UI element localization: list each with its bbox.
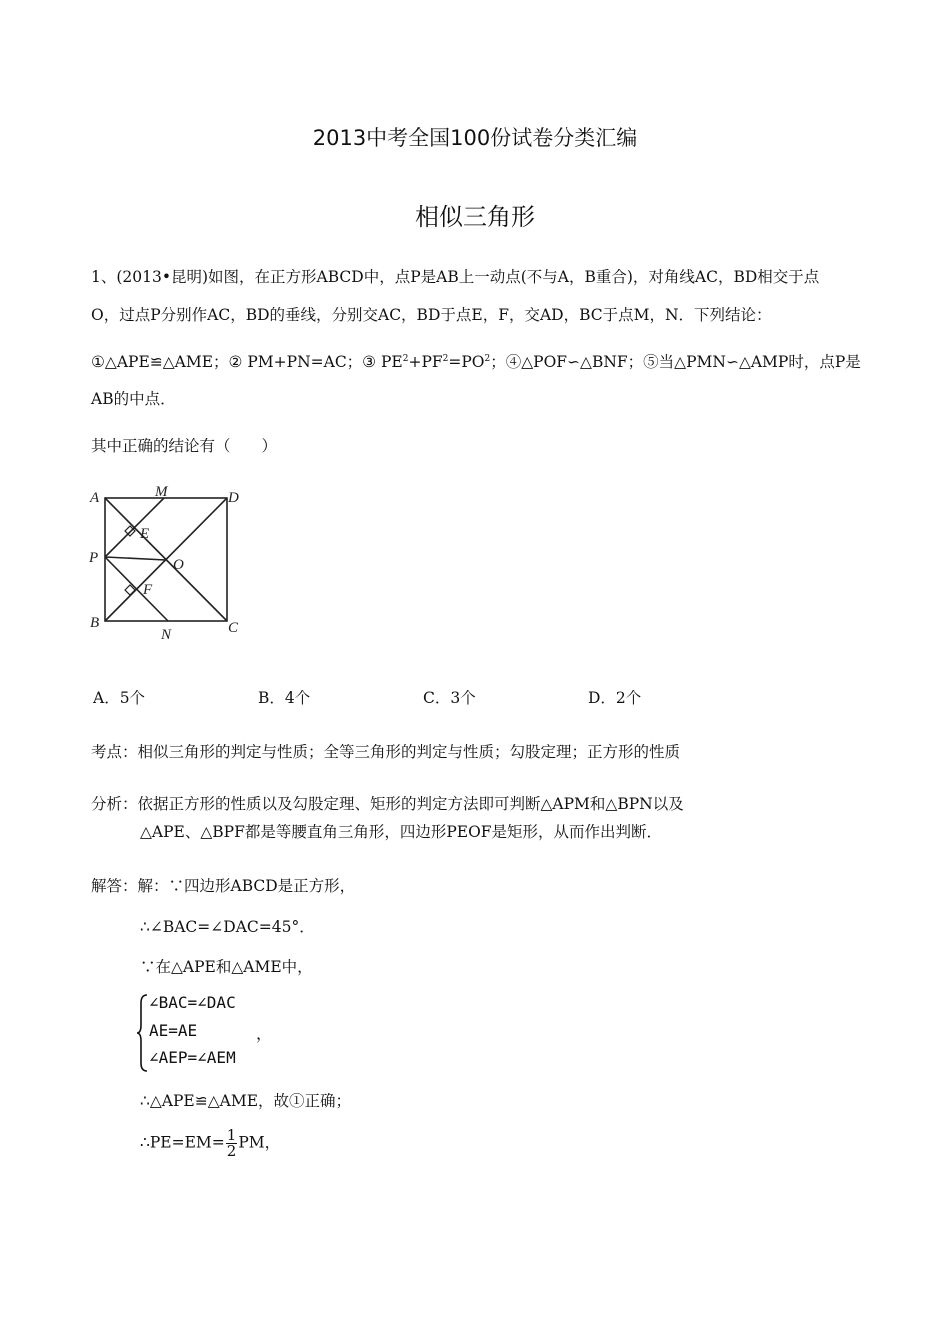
label-c: C [228,620,239,636]
problem-line-4: AB的中点． [91,390,176,408]
geometry-figure [85,480,255,645]
fraction-one-half: $\frac{1}{2}$ [226,1126,237,1160]
condition-3: ∠AEP=∠AEM [149,1048,236,1067]
problem-statements: ①△APE≌△AME；② PM+PN=AC；③ $PE^2+PF^2=PO^2$；④△POF∽△BNF；⑤当△PMN∽△AMP时，点P是 [91,353,861,371]
fenxi-line-2: △APE、△BPF都是等腰直角三角形，四边形PEOF是矩形，从而作出判断． [140,823,663,841]
document-header: 2013中考全国100份试卷分类汇编 [312,126,638,150]
solution-step-4: ∴PE=EM= $\frac{1}{2}$ PM， [140,1126,281,1160]
condition-1: ∠BAC=∠DAC [149,993,236,1012]
problem-question: 其中正确的结论有（ ） [91,437,278,455]
option-d: D．2个 [588,689,642,707]
label-p: P [89,550,99,566]
fenxi-line-1: 分析：依据正方形的性质以及勾股定理、矩形的判定方法即可判断△APM和△BPN以及 [91,795,684,813]
condition-comma: ， [256,1026,273,1043]
label-o: O [173,557,184,573]
segment-po [105,557,166,560]
solution-step-2: ∵在△APE和△AME中， [140,958,313,976]
left-brace-icon [136,993,150,1073]
option-a: A．5个 [93,689,146,707]
option-c: C．3个 [423,689,476,707]
label-m: M [155,484,168,500]
jieda-line: 解答：解：∵四边形ABCD是正方形， [91,877,356,895]
label-b: B [90,615,100,631]
section-title: 相似三角形 [415,203,535,231]
option-b: B．4个 [258,689,311,707]
problem-line-1: 1、(2013•昆明)如图，在正方形ABCD中，点P是AB上一动点(不与A，B重合)，对角线AC，BD相交于点 [91,268,820,286]
condition-2: AE=AE [149,1021,198,1040]
label-a: A [90,490,100,506]
label-f: F [143,582,153,598]
label-e: E [140,526,150,542]
kaodian-line: 考点：相似三角形的判定与性质；全等三角形的判定与性质；勾股定理；正方形的性质 [91,743,681,761]
solution-step-3: ∴△APE≌△AME，故①正确； [140,1092,352,1110]
solution-step-1: ∴∠BAC=∠DAC=45°． [140,918,315,936]
equation-system [136,993,276,1073]
label-n: N [161,627,172,643]
problem-line-2: O，过点P分别作AC，BD的垂线，分别交AC，BD于点E，F，交AD，BC于点M，N．下列结论： [91,306,772,324]
label-d: D [228,490,239,506]
